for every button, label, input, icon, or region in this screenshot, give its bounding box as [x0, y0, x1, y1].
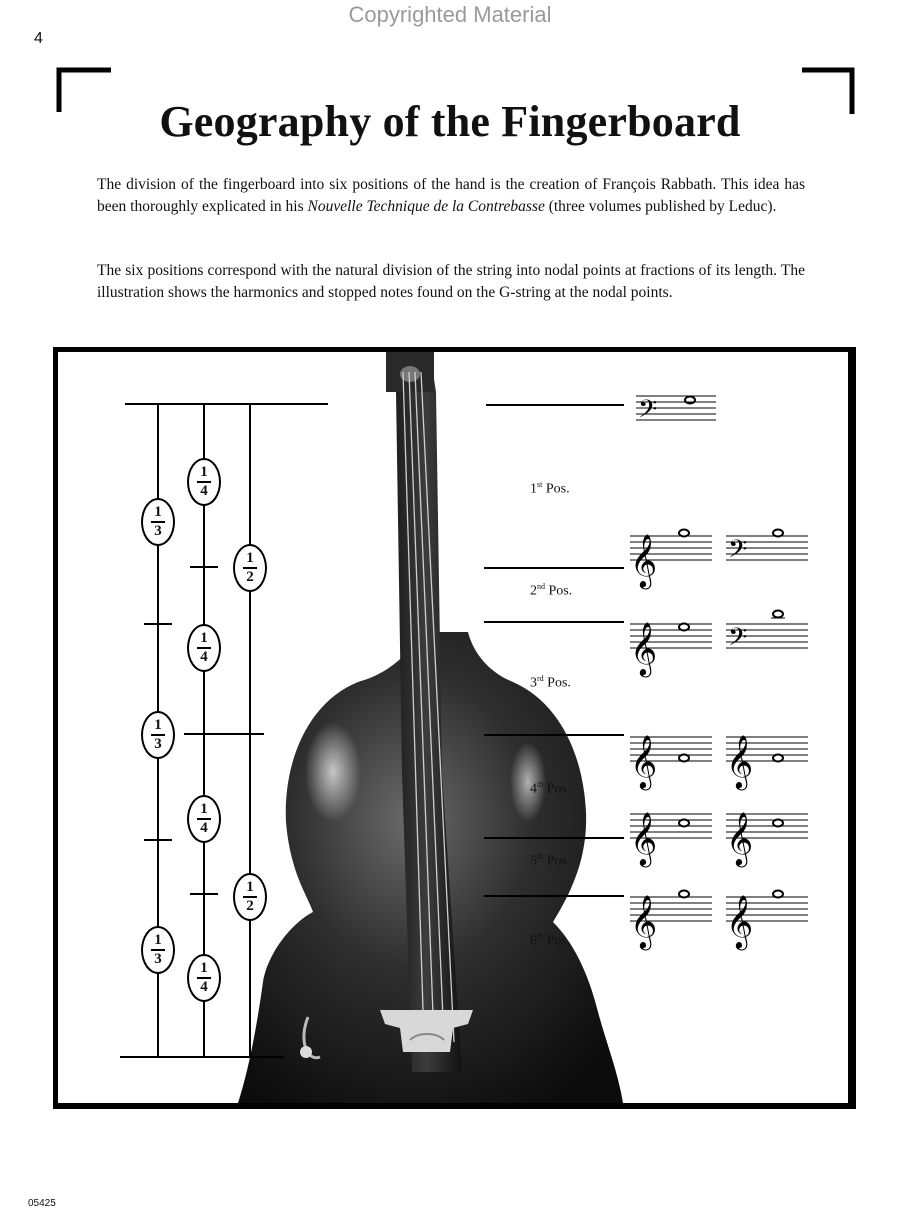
fingerboard-diagram [58, 352, 848, 1103]
position-label [530, 780, 570, 798]
publisher-code: 05425 [28, 1198, 56, 1209]
page-number: 4 [34, 30, 43, 47]
treble-clef-icon: 𝄞 [630, 621, 658, 675]
fraction-numerator: 1 [246, 550, 254, 566]
fraction-denominator: 4 [200, 649, 208, 665]
treble-clef-icon: 𝄞 [630, 894, 658, 948]
fraction-denominator: 3 [154, 951, 162, 967]
clef-icons [630, 395, 753, 950]
copyright-watermark: Copyrighted Material [348, 2, 552, 27]
position-word: Pos. [545, 583, 573, 599]
intro-text-end: (three volumes published by Leduc). [544, 198, 777, 215]
fraction-numerator: 1 [200, 960, 208, 976]
fraction-oval [187, 624, 221, 672]
fraction-oval [233, 544, 267, 592]
intro-paragraph [97, 174, 805, 218]
treble-clef-icon: 𝄞 [630, 533, 658, 587]
fraction-denominator: 3 [154, 523, 162, 539]
fraction-numerator: 1 [200, 801, 208, 817]
fraction-oval [233, 873, 267, 921]
position-number: 6 [530, 933, 537, 949]
fraction-oval [141, 498, 175, 546]
fraction-numerator: 1 [246, 879, 254, 895]
treble-clef-icon: 𝄞 [630, 811, 658, 865]
fraction-numerator: 1 [154, 504, 162, 520]
page-title: Geography of the Fingerboard [159, 97, 741, 146]
fraction-numerator: 1 [200, 464, 208, 480]
fraction-oval [141, 926, 175, 974]
position-number: 2 [530, 583, 537, 599]
treble-clef-icon: 𝄞 [726, 811, 754, 865]
fraction-oval [187, 795, 221, 843]
fraction-denominator: 4 [200, 979, 208, 995]
position-ordinal: th [537, 780, 544, 789]
double-bass-photo [238, 352, 623, 1103]
position-label [530, 852, 570, 870]
position-ordinal: st [537, 480, 543, 489]
treble-clef-icon: 𝄞 [726, 734, 754, 788]
position-word: Pos. [543, 933, 571, 949]
fraction-denominator: 4 [200, 820, 208, 836]
fraction-numerator: 1 [200, 630, 208, 646]
position-label [530, 480, 570, 498]
bass-clef-icon: 𝄢 [728, 535, 748, 570]
position-label [530, 582, 572, 600]
fraction-denominator: 2 [246, 569, 254, 585]
fraction-oval [187, 458, 221, 506]
position-ordinal: th [537, 852, 544, 861]
fraction-oval [141, 711, 175, 759]
bass-clef-icon: 𝄢 [638, 395, 658, 430]
fraction-numerator: 1 [154, 717, 162, 733]
treble-clef-icon: 𝄞 [630, 734, 658, 788]
fraction-denominator: 3 [154, 736, 162, 752]
position-word: Pos. [542, 481, 570, 497]
position-label [530, 932, 570, 950]
position-number: 4 [530, 781, 537, 797]
position-number: 5 [530, 853, 537, 869]
fraction-numerator: 1 [154, 932, 162, 948]
positions-paragraph: The six positions correspond with the natural division of the string into nodal points at fractions of its length. The illustration shows the harmonics and stopped notes found on the G-string at the nodal points. [97, 262, 805, 301]
position-word: Pos. [543, 675, 571, 691]
treble-clef-icon: 𝄞 [726, 894, 754, 948]
position-word: Pos. [543, 781, 571, 797]
position-ordinal: th [537, 932, 544, 941]
fraction-denominator: 2 [246, 898, 254, 914]
fraction-denominator: 4 [200, 483, 208, 499]
position-label [530, 674, 571, 692]
position-number: 1 [530, 481, 537, 497]
fingerboard-illustration [53, 347, 856, 1109]
position-ordinal: nd [537, 582, 545, 591]
bass-clef-icon: 𝄢 [728, 623, 748, 658]
intro-text-start: The division of the fingerboard into six positions of the hand is the creation of François Rabbath. This idea has been thoroughly explicated in his [97, 176, 805, 215]
book-title: Nouvelle Technique de la Contrebasse [307, 198, 545, 215]
position-number: 3 [530, 675, 537, 691]
position-ordinal: rd [537, 674, 544, 683]
position-word: Pos. [543, 853, 571, 869]
fraction-oval [187, 954, 221, 1002]
